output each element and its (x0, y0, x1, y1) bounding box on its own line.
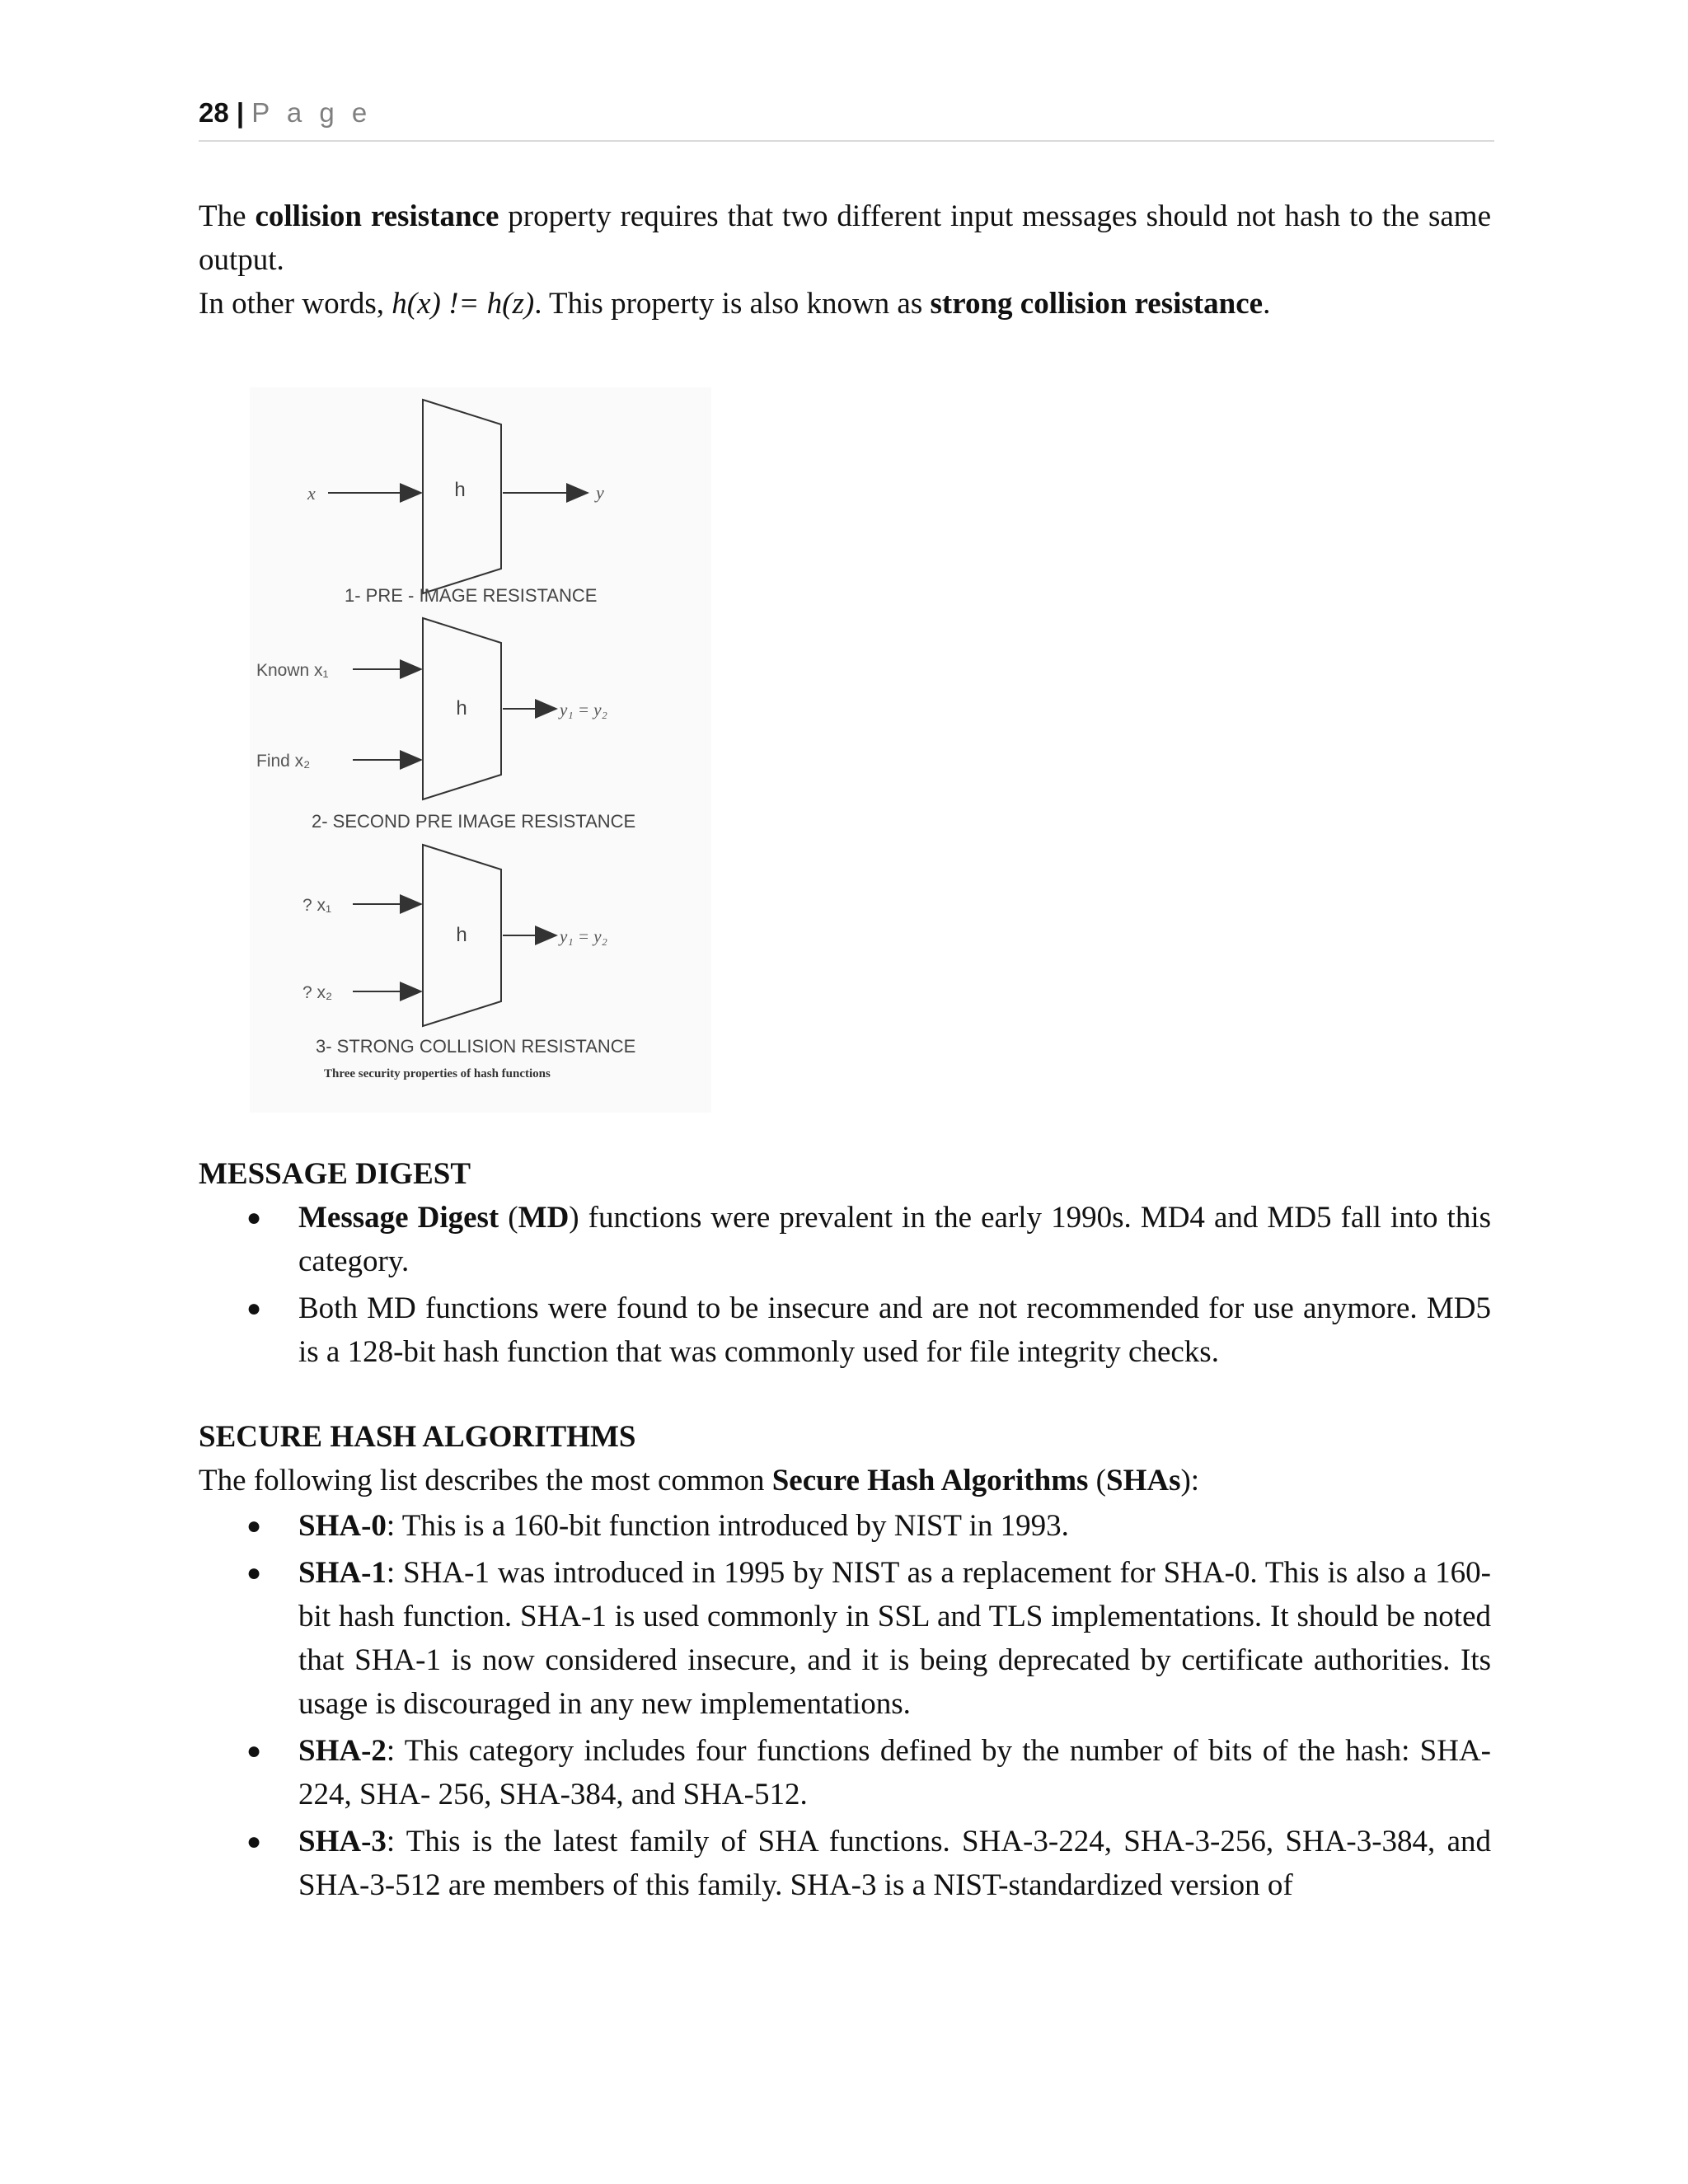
bullet-icon: ● (246, 1737, 262, 1765)
figure-subcaption: Three security properties of hash functions (324, 1067, 551, 1080)
bullet-icon: ● (246, 1512, 262, 1540)
output-label: y (596, 482, 604, 503)
page-content (199, 194, 1491, 1907)
list-item: ● SHA-3: This is the latest family of SHA functions. SHA-3-224, SHA-3-256, SHA-3-384, and SHA-3-512 are members of this family. SHA-3 is a NIST-standardized version of (199, 1820, 1491, 1907)
hash-box-label: h (454, 479, 466, 501)
md-heading: MESSAGE DIGEST (199, 1157, 471, 1191)
input-label: x (307, 483, 316, 504)
known-input-label: Known x₁ (256, 661, 329, 680)
hash-box-label: h (456, 697, 467, 719)
sha-heading: SECURE HASH ALGORITHMS (199, 1420, 636, 1454)
header-separator: | (236, 97, 245, 128)
list-item: ● Message Digest (MD) functions were prevalent in the early 1990s. MD4 and MD5 fall into this category. (199, 1196, 1491, 1283)
list-item: ● SHA-0: This is a 160-bit function introduced by NIST in 1993. (199, 1504, 1491, 1548)
hash-properties-figure (250, 387, 711, 1113)
list-item: ● SHA-1: SHA-1 was introduced in 1995 by NIST as a replacement for SHA-0. This is also a 160-bit hash function. SHA-1 is used commonly in SSL and TLS implementations. It should be noted that SHA-1 is now considered insecure, and it is being deprecated by certificate authorities. Its usage is discouraged in any new implementations. (199, 1551, 1491, 1726)
bullet-icon: ● (246, 1828, 262, 1855)
second-preimage-caption: 2- SECOND PRE IMAGE RESISTANCE (312, 811, 636, 832)
find-input-label: Find x₂ (256, 752, 311, 771)
sha-intro: The following list describes the most common Secure Hash Algorithms (SHAs): (199, 1464, 1200, 1497)
output-equality-label: y₁ = y₂ (560, 700, 607, 719)
bullet-icon: ● (246, 1559, 262, 1586)
page-label: P a g e (251, 97, 373, 128)
output-equality-label: y₁ = y₂ (560, 926, 607, 946)
list-item: ● Both MD functions were found to be insecure and are not recommended for use anymore. MD5 is a 128-bit hash function that was commonly used for file integrity checks. (199, 1286, 1491, 1374)
intro-paragraph-2: In other words, h(x) != h(z). This property is also known as strong collision resistance. (199, 287, 1271, 321)
intro-paragraph-1: The collision resistance property requires that two different input messages should not hash to the same output. (199, 199, 1492, 277)
sha-list (199, 1504, 1491, 1907)
unknown-input-2-label: ? x₂ (302, 983, 333, 1002)
bullet-icon: ● (246, 1204, 262, 1231)
md-list (199, 1196, 1491, 1374)
page-number: 28 (199, 97, 229, 128)
hash-properties-diagram (250, 387, 711, 1113)
page-header (199, 97, 1494, 142)
preimage-caption: 1- PRE - IMAGE RESISTANCE (345, 585, 598, 606)
list-item: ● SHA-2: This category includes four functions defined by the number of bits of the hash: SHA-224, SHA- 256, SHA-384, and SHA-512. (199, 1729, 1491, 1816)
collision-caption: 3- STRONG COLLISION RESISTANCE (316, 1036, 636, 1057)
unknown-input-1-label: ? x₁ (302, 896, 332, 915)
bullet-icon: ● (246, 1295, 262, 1322)
hash-box-label: h (456, 924, 467, 946)
